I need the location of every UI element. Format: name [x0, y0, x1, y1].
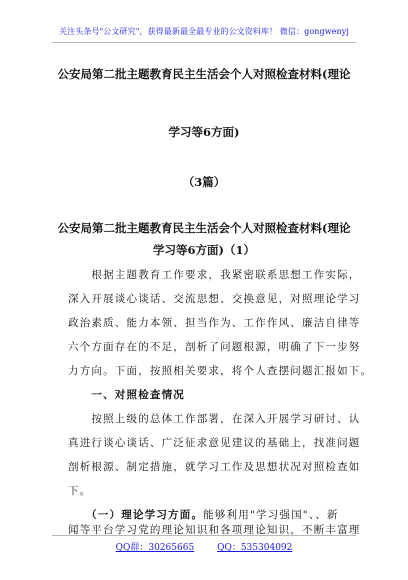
article-title-line-2: 学习等6方面)（1）	[153, 243, 255, 257]
paragraph-line: 政治素质、能力本领、担当作为、工作作风、廉洁自律等	[68, 317, 361, 329]
footer-qq: QQ：535304092	[217, 543, 293, 553]
subsection-heading: （一）理论学习方面。	[68, 509, 204, 521]
article-title-line-1: 公安局第二批主题教育民主生活会个人对照检查材料(理论	[57, 221, 351, 235]
paragraph-text: 能够利用"学习强国"、、新	[203, 509, 339, 521]
paragraph-line: 下。	[68, 485, 92, 497]
paragraph-line: 深入开展谈心谈话、交流思想、交换意见，对照理论学习	[68, 293, 361, 305]
paragraph-line	[68, 507, 348, 522]
footer-qq-group: QQ群：30265665	[115, 543, 195, 553]
header-divider	[52, 42, 356, 43]
header-note: 关注头条号"公文研究"，获得最新最全最专业的公文资料库！ 微信：gongwenyj	[59, 27, 349, 36]
document-title-line-1: 公安局第二批主题教育民主生活会个人对照检查材料(理论	[57, 67, 351, 81]
document-title-line-2: 学习等6方面)	[168, 125, 240, 139]
paragraph-line: 剖析根源、制定措施，就学习工作及思想状况对照检查如	[68, 461, 361, 473]
paragraph-line: 六个方面存在的不足，剖析了问题根源，明确了下一步努	[68, 341, 361, 353]
paragraph-line: 根据主题教育工作要求，我紧密联系思想工作实际，	[68, 269, 361, 281]
paragraph-line: 力方向。下面，按照相关要求，将个人查摆问题汇报如下。	[68, 365, 373, 377]
footer-divider	[52, 535, 356, 536]
section-heading: 一、对照检查情况	[68, 389, 185, 401]
paragraph-line: 按照上级的总体工作部署，在深入开展学习研讨、认	[68, 413, 361, 425]
paragraph-line: 真进行谈心谈话、广泛征求意见建议的基础上，找准问题	[68, 437, 361, 449]
paragraph-line: 闻等平台学习党的理论知识和各项理论知识，不断丰富理	[68, 524, 361, 536]
footer	[0, 540, 408, 553]
article-count: （3篇）	[182, 175, 226, 189]
